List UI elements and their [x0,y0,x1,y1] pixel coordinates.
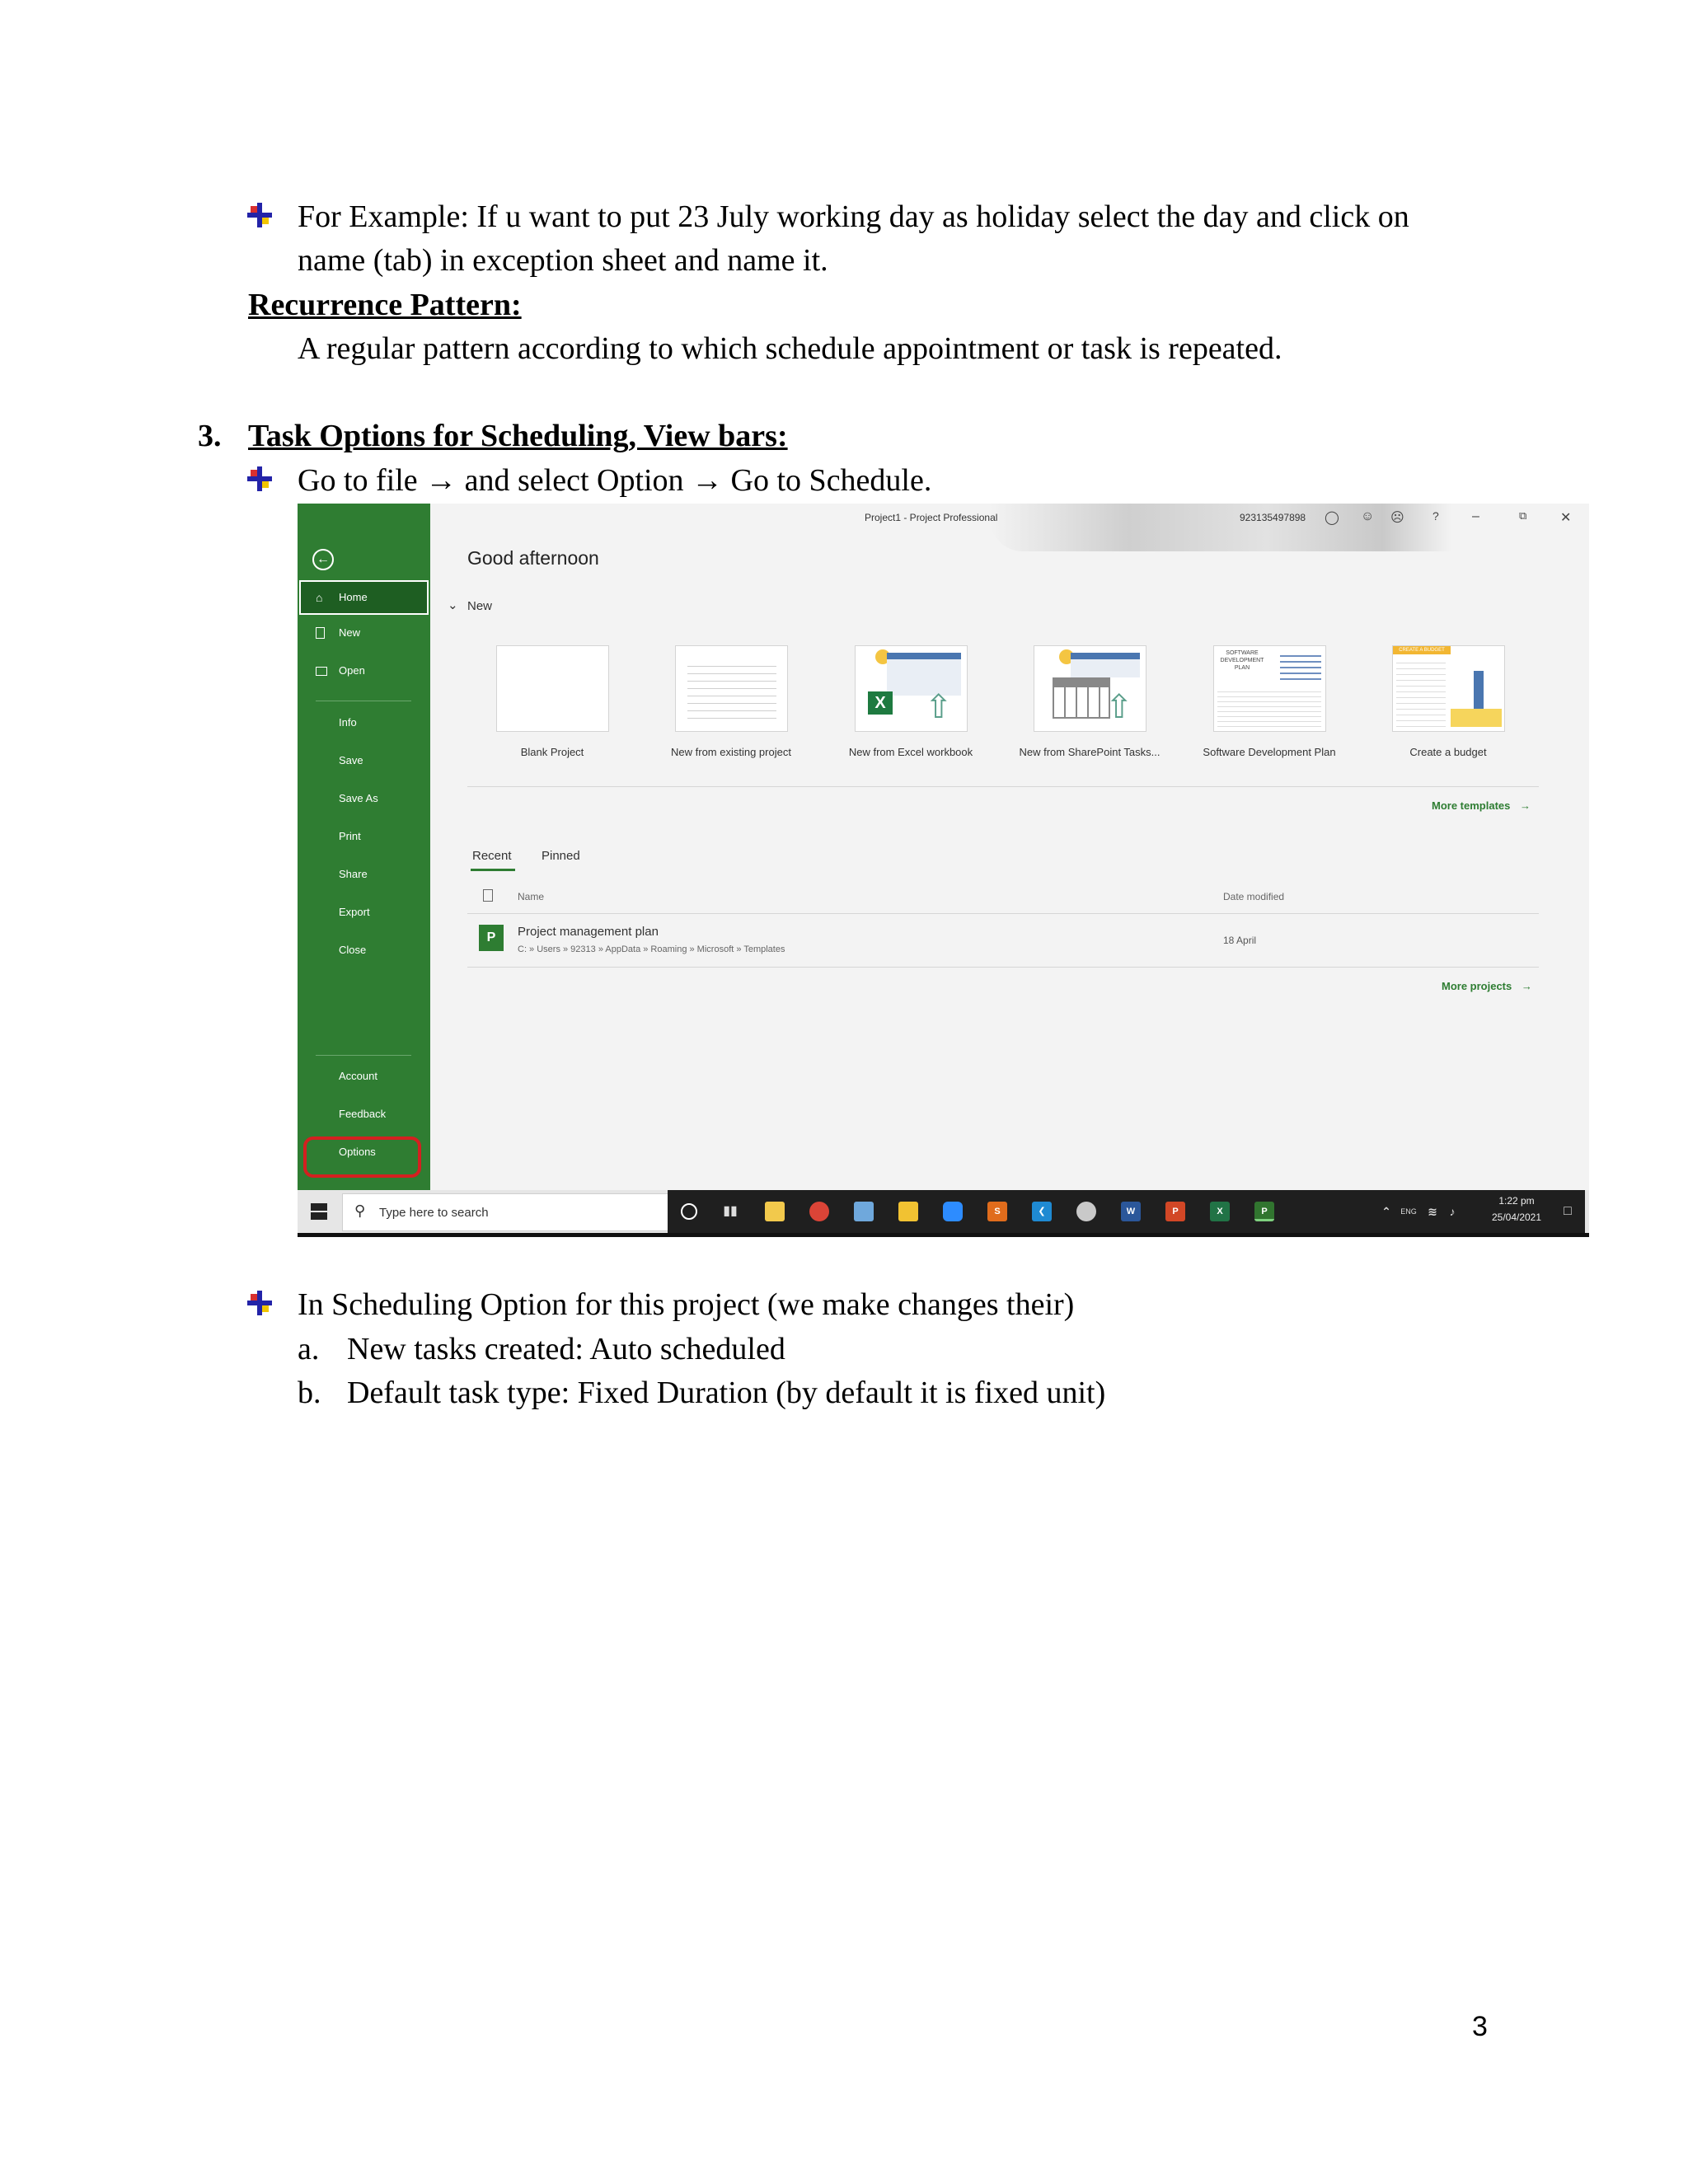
bullet-icon [246,1289,274,1317]
document-lines-icon [687,659,776,720]
column-date-modified: Date modified [1223,891,1285,902]
taskbar-apps [668,1190,1585,1233]
template-sharepoint-tasks[interactable] [1034,645,1146,732]
excel-icon: X [868,691,893,715]
more-projects-link[interactable] [1442,980,1532,992]
page-number: 3 [1472,2011,1488,2042]
example-line-2: name (tab) in exception sheet and name it. [298,243,828,278]
window-title: Project1 - Project Professional [865,512,998,523]
more-templates-link[interactable] [1432,799,1531,812]
template-existing-project[interactable] [675,645,788,732]
file-header-icon [483,889,493,902]
chrome-icon[interactable] [809,1202,829,1221]
task-view-icon[interactable]: ▮▮ [723,1204,738,1218]
more-projects-label: More projects [1442,980,1512,992]
smile-icon[interactable]: ☺ [1361,509,1375,523]
sticky-notes-icon[interactable] [898,1202,918,1221]
project-icon[interactable]: P [1254,1202,1274,1221]
account-id: 923135497898 [1240,512,1306,523]
table-row-divider [467,967,1539,968]
up-arrow-icon: ⇧ [1105,689,1133,725]
windows-start-icon[interactable] [311,1203,327,1220]
recent-file-name: Project management plan [518,925,659,939]
template-label: New from SharePoint Tasks... [1019,746,1160,758]
budget-thumb-title: CREATE A BUDGET [1393,646,1451,654]
sidebar-item-close[interactable]: Close [339,944,367,956]
taskbar-date[interactable]: 25/04/2021 [1491,1212,1542,1223]
screenshot-bottom-edge [298,1233,1589,1237]
home-icon: ⌂ [316,591,323,604]
sidebar-item-open[interactable] [298,656,430,686]
chart-bars-icon [1071,653,1140,677]
sidebar-item-info[interactable]: Info [339,716,357,729]
user-icon[interactable]: ◯ [1325,511,1339,525]
vscode-icon[interactable]: ❮ [1032,1202,1052,1221]
template-label: New from Excel workbook [848,746,973,758]
taskbar-time[interactable]: 1:22 pm [1498,1195,1535,1207]
tab-pinned[interactable]: Pinned [542,849,580,863]
close-icon[interactable]: ✕ [1560,511,1572,525]
new-section-label: New [467,599,493,613]
zoom-icon[interactable] [943,1202,963,1221]
notes-app-icon[interactable] [854,1202,874,1221]
template-label: Blank Project [520,746,584,758]
paint-icon[interactable] [1076,1202,1096,1221]
section-heading: Task Options for Scheduling, View bars: [248,419,788,453]
help-icon[interactable]: ? [1432,509,1439,523]
template-create-budget[interactable] [1392,645,1505,732]
bullet-icon [246,201,274,229]
item-a-marker: a. [298,1332,320,1366]
sidebar-item-home[interactable] [299,580,429,615]
sidebar-item-print[interactable]: Print [339,830,361,842]
sublime-icon[interactable]: S [987,1202,1007,1221]
restore-icon[interactable]: ⧉ [1519,509,1527,522]
sidebar-item-save-as[interactable]: Save As [339,792,378,804]
chevron-down-icon: ⌄ [448,598,458,612]
goto-line: Go to file → and select Option → Go to Schedule. [298,463,932,498]
sidebar-item-options[interactable]: Options [339,1146,376,1158]
item-b-text: Default task type: Fixed Duration (by default it is fixed unit) [347,1376,1106,1410]
minimize-icon[interactable]: – [1472,509,1479,523]
options-highlight-ring [303,1137,421,1178]
column-name: Name [518,891,545,902]
sidebar-label-home: Home [339,591,368,603]
backstage-sidebar [298,504,430,1190]
grid-icon [1053,677,1110,719]
folder-icon [316,667,327,676]
item-b-marker: b. [298,1376,321,1410]
title-bar-decoration [990,504,1451,551]
windows-taskbar [298,1190,1589,1237]
sw-dev-thumb-title: SOFTWARE DEVELOPMENT PLAN [1220,650,1264,671]
word-icon[interactable]: W [1121,1202,1141,1221]
up-arrow-icon: ⇧ [925,689,953,725]
sidebar-item-share[interactable]: Share [339,868,368,880]
chart-bars-icon [1280,651,1321,684]
tab-recent[interactable]: Recent [472,849,512,863]
table-header-divider [467,913,1539,914]
bullet-icon [246,465,274,493]
template-label: Software Development Plan [1203,746,1336,758]
back-arrow-icon[interactable]: ← [312,549,334,570]
budget-stripe-icon [1451,709,1502,727]
more-templates-label: More templates [1432,799,1511,812]
template-label: Create a budget [1409,746,1487,758]
sidebar-item-save[interactable]: Save [339,754,363,766]
gantt-thumb-icon [1217,687,1321,727]
greeting: Good afternoon [467,547,599,569]
cortana-icon[interactable] [681,1203,697,1220]
sidebar-item-new[interactable] [298,618,430,648]
wifi-icon[interactable]: ≋ [1428,1205,1437,1218]
sidebar-label-new: New [339,626,361,639]
sidebar-item-export[interactable]: Export [339,906,370,918]
sidebar-divider [316,1055,411,1056]
table-row[interactable] [467,915,1539,966]
section-number: 3. [198,419,222,453]
arrow-right-icon: → [1520,799,1531,812]
arrow-right-icon: → [1521,980,1532,992]
recent-file-path: C: » Users » 92313 » AppData » Roaming » Microsoft » Templates [518,944,785,954]
search-icon: ⚲ [354,1202,366,1219]
budget-sheet-icon [1396,658,1446,727]
file-explorer-icon[interactable] [765,1202,785,1221]
recurrence-heading: Recurrence Pattern: [248,288,522,322]
recent-file-date: 18 April [1223,935,1257,946]
volume-icon[interactable]: ♪ [1449,1205,1456,1218]
example-line-1: For Example: If u want to put 23 July working day as holiday select the day and click on [298,199,1409,234]
tray-language[interactable]: ENG [1400,1207,1417,1216]
notification-icon[interactable]: □ [1564,1204,1572,1218]
frown-icon[interactable]: ☹ [1390,511,1404,525]
template-software-development-plan[interactable] [1213,645,1326,732]
project-file-icon: P [479,925,504,951]
new-section-toggle[interactable] [448,598,458,612]
templates-divider [467,786,1539,787]
new-document-icon [316,627,325,639]
tab-recent-underline [471,869,515,871]
search-placeholder: Type here to search [379,1206,489,1220]
tray-chevron-icon[interactable]: ⌃ [1381,1205,1391,1218]
recurrence-text: A regular pattern according to which schedule appointment or task is repeated. [298,331,1282,366]
template-excel-workbook[interactable] [855,645,968,732]
budget-bar-icon [1474,671,1484,712]
template-blank-project[interactable] [496,645,609,732]
powerpoint-icon[interactable]: P [1165,1202,1185,1221]
item-a-text: New tasks created: Auto scheduled [347,1332,785,1366]
sidebar-item-account[interactable]: Account [339,1070,377,1082]
excel-icon[interactable]: X [1210,1202,1230,1221]
sidebar-item-feedback[interactable]: Feedback [339,1108,387,1120]
taskbar-search-box[interactable] [342,1193,681,1231]
template-label: New from existing project [671,746,791,758]
sidebar-label-open: Open [339,664,365,677]
scheduling-option-line: In Scheduling Option for this project (we make changes their) [298,1287,1075,1322]
project-backstage-screenshot [298,504,1589,1237]
